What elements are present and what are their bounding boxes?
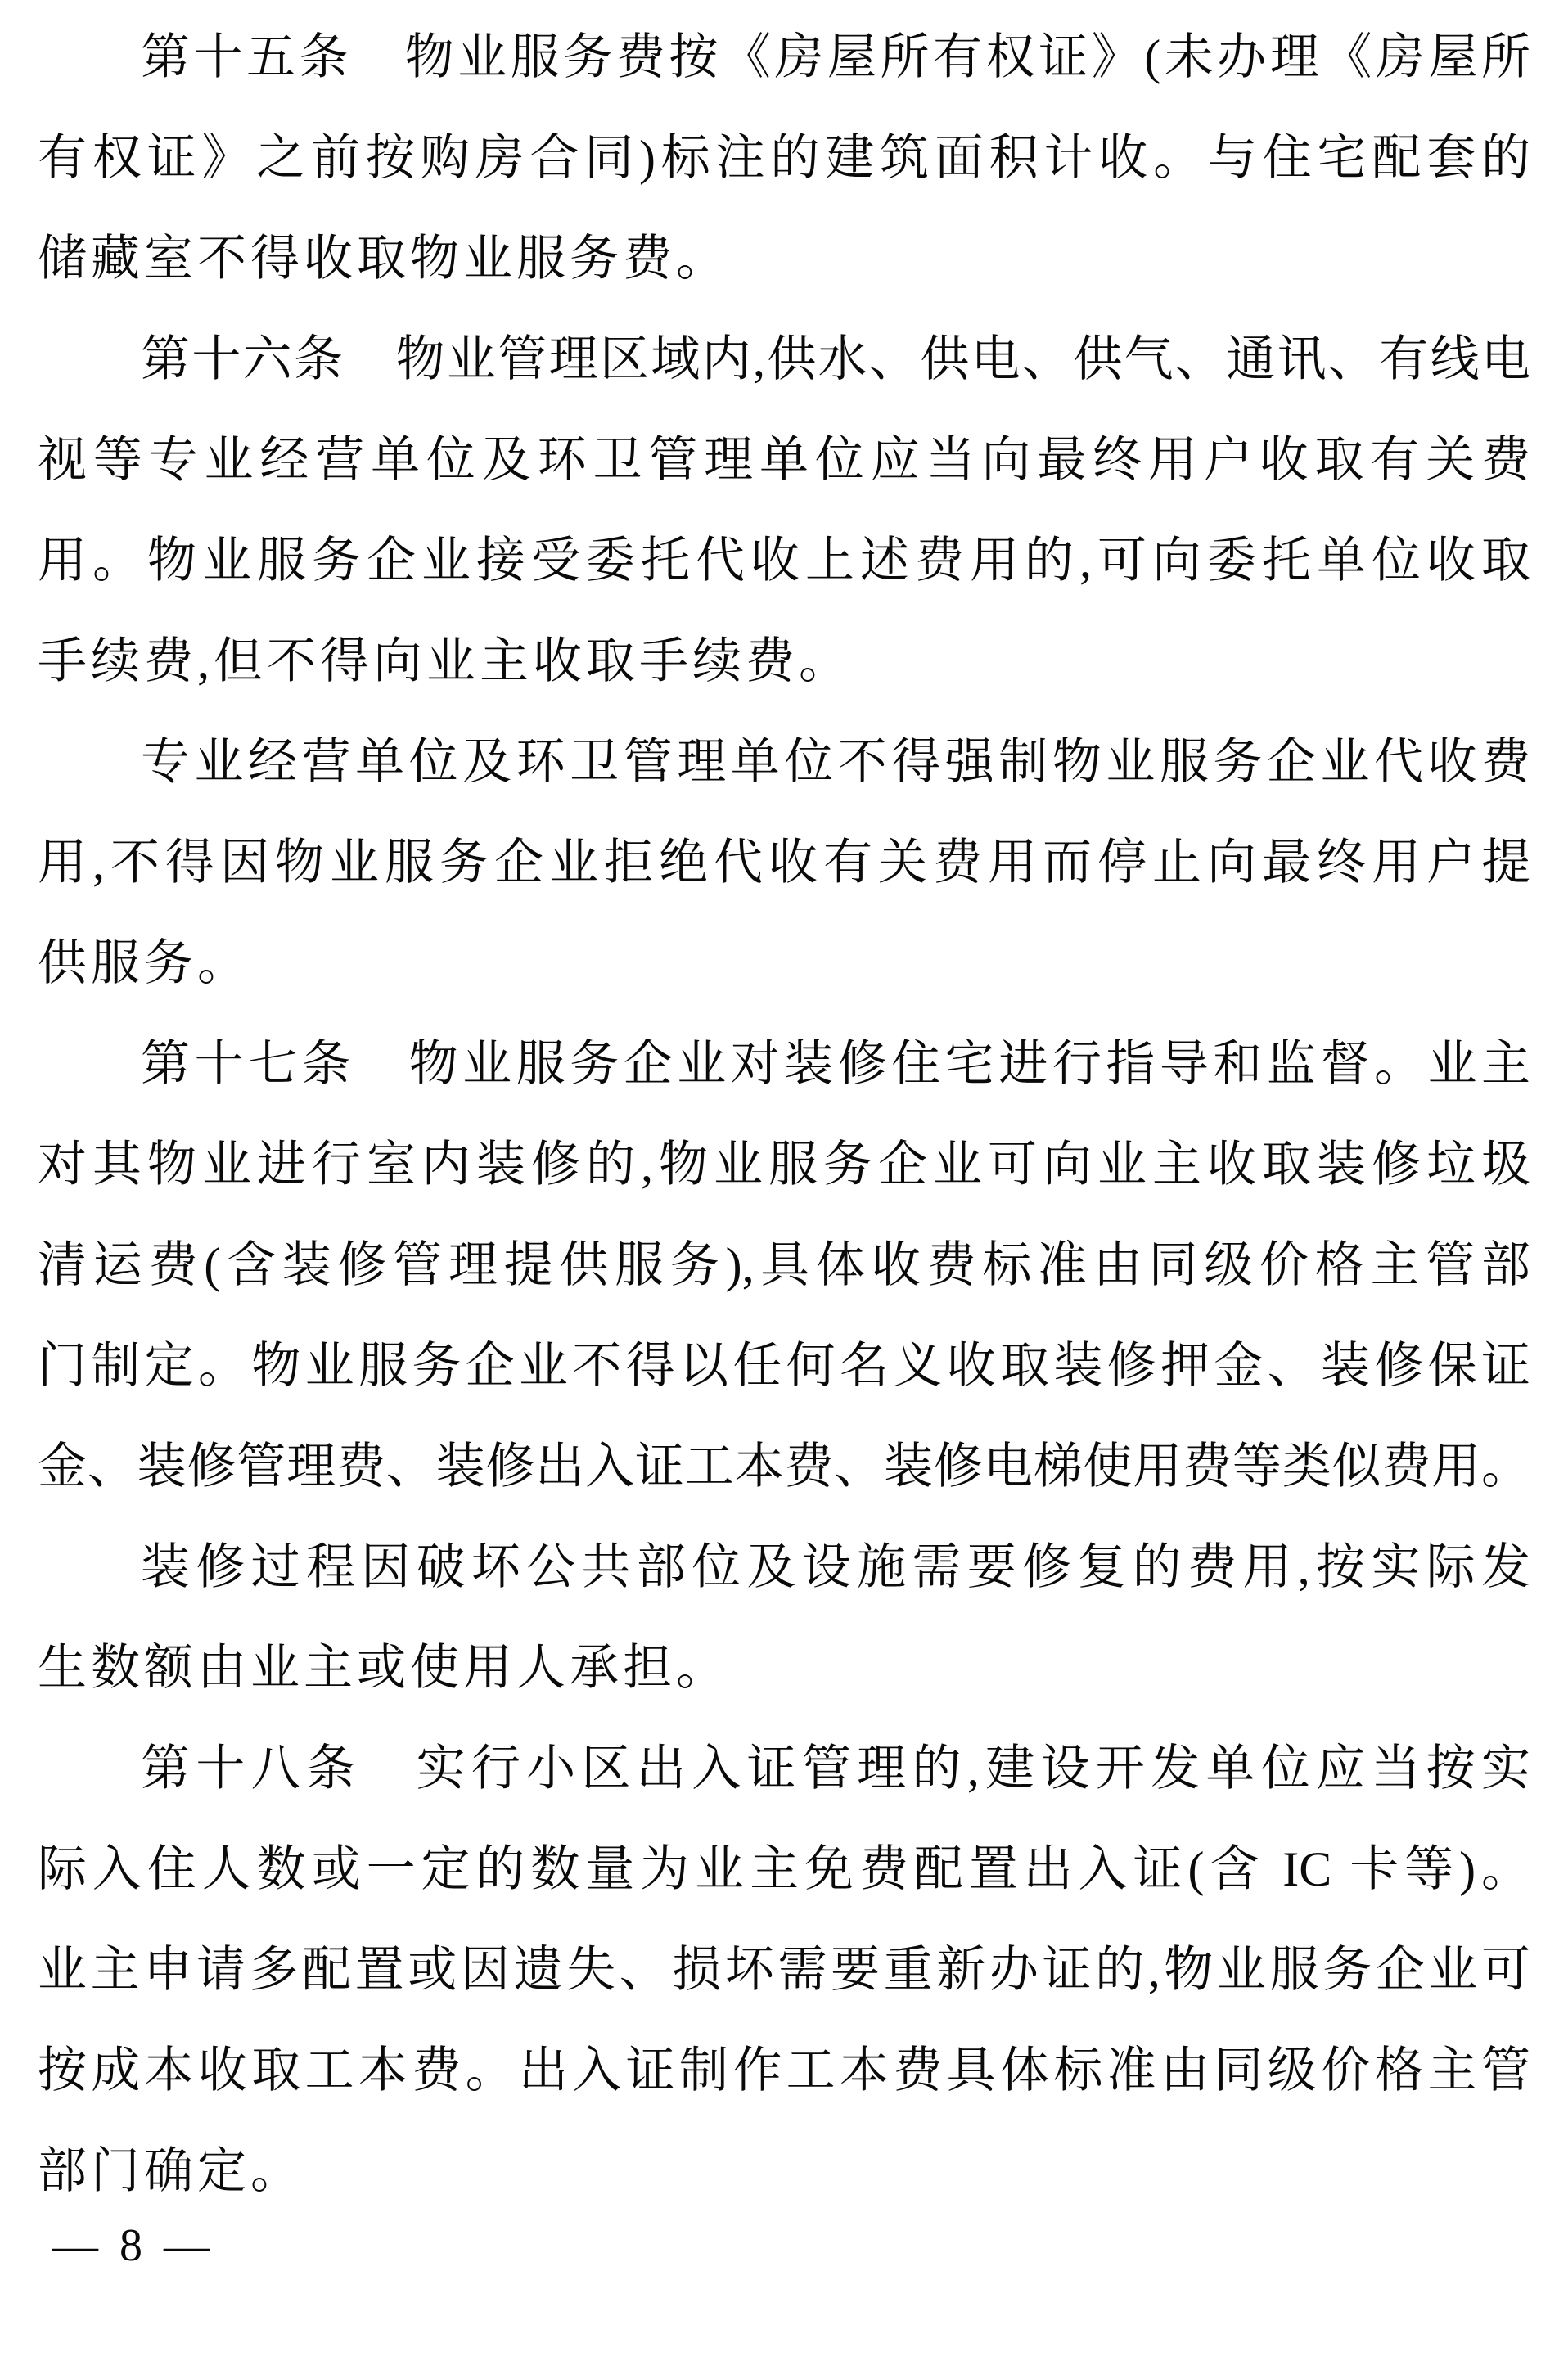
text-line: 清运费(含装修管理提供服务),具体收费标准由同级价格主管部: [38, 1238, 1530, 1292]
text-line: 对其物业进行室内装修的,物业服务企业可向业主收取装修垃圾: [38, 1138, 1530, 1192]
text-line: 业主申请多配置或因遗失、损坏需要重新办证的,物业服务企业可: [38, 1943, 1530, 1997]
text-line: 第十八条 实行小区出入证管理的,建设开发单位应当按实: [141, 1741, 1530, 1796]
text-line: 供服务。: [38, 936, 250, 990]
text-line: 第十五条 物业服务费按《房屋所有权证》(未办理《房屋所: [141, 30, 1530, 84]
text-line: 装修过程因破坏公共部位及设施需要修复的费用,按实际发: [141, 1540, 1530, 1594]
text-line: 第十七条 物业服务企业对装修住宅进行指导和监督。业主: [141, 1037, 1530, 1091]
text-line: 视等专业经营单位及环卫管理单位应当向最终用户收取有关费: [38, 433, 1530, 487]
text-line: 手续费,但不得向业主收取手续费。: [38, 634, 852, 688]
text-line: 金、装修管理费、装修出入证工本费、装修电梯使用费等类似费用。: [38, 1440, 1530, 1494]
text-line: 有权证》之前按购房合同)标注的建筑面积计收。与住宅配套的: [38, 131, 1530, 185]
text-line: 用。物业服务企业接受委托代收上述费用的,可向委托单位收取: [38, 534, 1530, 588]
text-line: 门制定。物业服务企业不得以任何名义收取装修押金、装修保证: [38, 1339, 1530, 1393]
text-line: 生数额由业主或使用人承担。: [38, 1641, 729, 1695]
text-line: 部门确定。: [38, 2144, 304, 2198]
text-line: 储藏室不得收取物业服务费。: [38, 232, 729, 286]
text-line: 际入住人数或一定的数量为业主免费配置出入证(含 IC 卡等)。: [38, 1842, 1530, 1896]
text-line: 用,不得因物业服务企业拒绝代收有关费用而停止向最终用户提: [38, 836, 1530, 890]
page-number: — 8 —: [52, 2220, 214, 2271]
document-body: [38, 7, 1530, 2222]
text-line: 第十六条 物业管理区域内,供水、供电、供气、通讯、有线电: [141, 332, 1530, 386]
text-line: 按成本收取工本费。出入证制作工本费具体标准由同级价格主管: [38, 2043, 1530, 2097]
text-line: 专业经营单位及环卫管理单位不得强制物业服务企业代收费: [141, 735, 1530, 789]
